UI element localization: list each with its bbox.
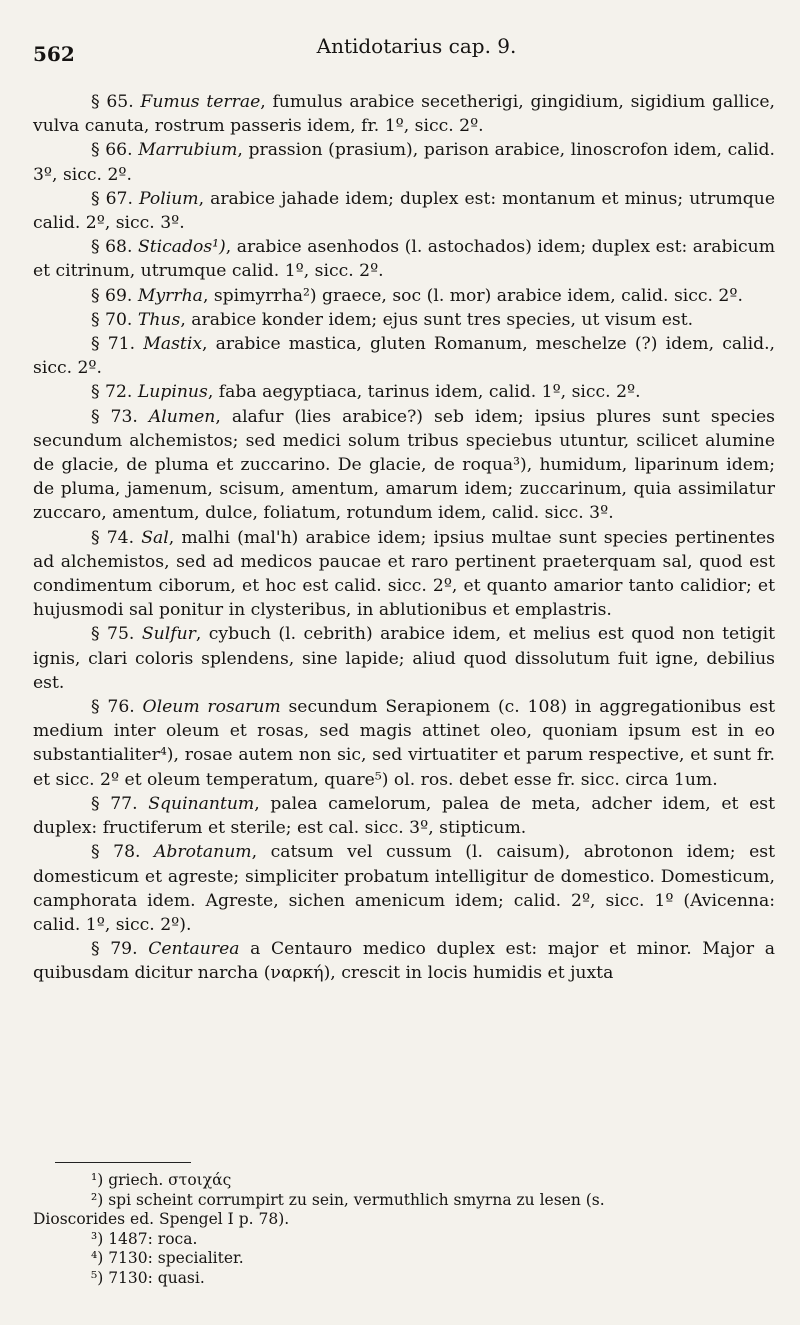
section-number: § 65. xyxy=(91,92,134,112)
term: Marrubium xyxy=(138,140,238,161)
term: Polium xyxy=(139,188,199,209)
section-number: § 77. xyxy=(91,793,138,814)
paragraph-76 xyxy=(33,695,775,792)
paragraph-text: , prassion (prasium), parison arabice, linoscrofon idem, calid. 3º, sicc. 2º. xyxy=(33,140,775,185)
page-header xyxy=(33,30,780,70)
page-number: 562 xyxy=(33,42,75,66)
paragraph-text: , catsum vel cussum (l. caisum), abrotonon idem; est domesticum et agreste; simpliciter probatum intelligitur de domestico. Domesticum, camphorata idem. Agreste, sichen amenicum idem; calid. 2º, sicc. 1º (Avicenna: calid. 1º, sicc. 2º). xyxy=(33,842,775,935)
section-number: § 73. xyxy=(91,406,138,427)
section-number: § 78. xyxy=(91,842,141,863)
term: Alumen xyxy=(148,406,216,427)
section-number: § 70. xyxy=(91,309,133,330)
body-text xyxy=(33,90,775,986)
term: Oleum rosarum xyxy=(142,697,281,718)
paragraph-74 xyxy=(33,526,775,623)
paragraph-66 xyxy=(33,138,775,186)
term: Abrotanum xyxy=(154,842,252,863)
section-number: § 71. xyxy=(91,334,136,355)
term: Mastix xyxy=(143,334,203,355)
section-number: § 79. xyxy=(91,939,138,960)
paragraph-text: , arabice jahade idem; duplex est: montanum et minus; utrumque calid. 2º, sicc. 3º. xyxy=(33,188,775,234)
paragraph-text: a Centauro medico duplex est: major et minor. Major a quibusdam dicitur narcha (ναρκή), crescit in locis humidis et juxta xyxy=(33,939,775,984)
paragraph-71 xyxy=(33,332,775,380)
running-head: Antidotarius cap. 9. xyxy=(316,34,517,58)
paragraph-text: , arabice mastica, gluten Romanum, meschelze (?) idem, calid., sicc. 2º. xyxy=(33,334,775,379)
section-number: § 74. xyxy=(91,527,135,548)
paragraph-70 xyxy=(33,308,775,332)
paragraph-67 xyxy=(33,187,775,235)
term: Squinantum xyxy=(148,793,255,814)
footnote-1: ¹) griech. στοιχάς xyxy=(91,1171,232,1189)
footnotes xyxy=(33,1162,775,1288)
term: Myrrha xyxy=(137,285,203,306)
footnote-3: ³) 1487: roca. xyxy=(91,1229,198,1248)
paragraph-65 xyxy=(33,90,775,138)
footnote-divider xyxy=(55,1162,191,1163)
paragraph-text: , cybuch (l. cebrith) arabice idem, et melius est quod non tetigit ignis, clari coloris splendens, sine lapide; aliud quod dissolutum fuit igne, debilius est. xyxy=(33,624,775,693)
footnote-5: ⁵) 7130: quasi. xyxy=(91,1268,205,1287)
paragraph-75 xyxy=(33,622,775,695)
paragraph-78 xyxy=(33,840,775,937)
section-number: § 75. xyxy=(91,624,135,645)
paragraph-77 xyxy=(33,792,775,840)
section-number: § 67. xyxy=(91,188,133,209)
term: Lupinus xyxy=(137,382,208,403)
paragraph-text: , arabice asenhodos (l. astochados) idem; duplex est: arabicum et citrinum, utrumque calid. 1º, sicc. 2º. xyxy=(33,237,775,282)
paragraph-text: secundum Serapionem (c. 108) in aggregationibus est medium inter oleum et rosas, sed magis attinet oleo, quoniam ipsum est in eo substantialiter⁴), rosae autem non sic, sed virtuatiter et parum respective, et sunt fr. et sicc. 2º et oleum temperatum, quare⁵) ol. ros. debet esse fr. sicc. circa 1um. xyxy=(33,697,775,790)
term: Sulfur xyxy=(141,624,196,645)
paragraph-text: , fumulus arabice secetherigi, gingidium, sigidium gallice, vulva canuta, rostrum passeris idem, fr. 1º, sicc. 2º. xyxy=(33,92,775,137)
term: Centaurea xyxy=(148,939,240,960)
paragraph-text: , faba aegyptiaca, tarinus idem, calid. 1º, sicc. 2º. xyxy=(207,382,641,403)
term: Sal xyxy=(141,527,169,548)
section-number: § 69. xyxy=(91,285,133,306)
footnote-4: ⁴) 7130: specialiter. xyxy=(91,1249,244,1267)
paragraph-72 xyxy=(33,380,775,404)
paragraph-69 xyxy=(33,284,775,308)
paragraph-text: , malhi (mal'h) arabice idem; ipsius multae sunt species pertinentes ad alchemistos, sed ad medicos paucae et raro pertinent praeterquam sal, quod est condimentum ciborum, et hoc est calid. sicc. 2º, et quanto amarior tanto calidior; et hujusmodi sal ponitur in clysteribus, in ablutionibus et emplastris. xyxy=(33,527,775,621)
footnote-2-continuation: Dioscorides ed. Spengel I p. 78). xyxy=(33,1210,290,1228)
term: Fumus terrae xyxy=(140,92,261,112)
paragraph-text: , alafur (lies arabice?) seb idem; ipsius plures sunt species secundum alchemistos; sed medici solum tribus speciebus utuntur, scilicet alumine de glacie, de pluma et zuccarino. De glacie, de roqua³), humidum, liparinum idem; de pluma, jamenum, scisum, amentum, amarum idem; zuccarinum, quia assimilatur zuccaro, amentum, dulce, foliatum, rotundum idem, calid. sicc. 3º. xyxy=(33,406,775,524)
term: Sticados¹) xyxy=(137,237,226,258)
section-number: § 66. xyxy=(91,140,133,161)
paragraph-text: , spimyrrha²) graece, soc (l. mor) arabice idem, calid. sicc. 2º. xyxy=(202,285,743,306)
paragraph-text: , arabice konder idem; ejus sunt tres species, ut visum est. xyxy=(180,309,694,330)
paragraph-79 xyxy=(33,937,775,985)
section-number: § 76. xyxy=(91,697,135,718)
paragraph-73 xyxy=(33,405,775,526)
paragraph-68 xyxy=(33,235,775,283)
footnote-2: ²) spi scheint corrumpirt zu sein, vermuthlich smyrna zu lesen (s. xyxy=(91,1190,605,1209)
term: Thus xyxy=(137,309,181,330)
section-number: § 68. xyxy=(91,237,133,258)
paragraph-text: , palea camelorum, palea de meta, adcher idem, et est duplex: fructiferum et sterile; est cal. sicc. 3º, stipticum. xyxy=(33,793,775,839)
section-number: § 72. xyxy=(91,382,133,403)
